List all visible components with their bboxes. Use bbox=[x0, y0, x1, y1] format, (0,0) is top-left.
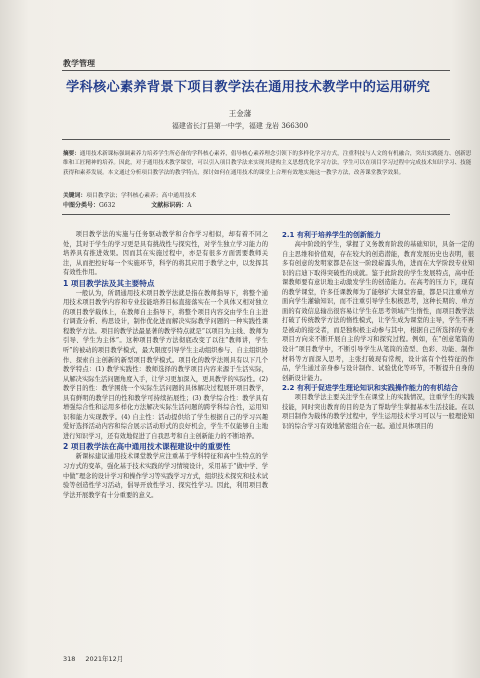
section-1-heading: 1 项目教学法及其主要特点 bbox=[63, 278, 155, 288]
abstract bbox=[63, 150, 473, 178]
section-1-paragraph: 一般认为，所谓通用技术项目教学法就是指在教师指导下，将整个通用技术项目教学内容和专业技能培养目标直接落实在一个具体又相对独立的项目教学载体上，在教师自主指导下，将整个项目内容交由学生自主进行调查分析、构思设计，制作优化进而解决实际教学问题的一种实践性课程教学方法。项目的教学法最显著的教学特点就是“以项目为主线、教师为引导、学生为主体”。这种项目教学方法彻底改变了以往“教师讲，学生听”的被动的项目教学模式，最大限度引导学生主动组织参与、自主组织协作、探索自主创新的新型项目教学模式。项目化的教学法则具有以下几个教学特点：(1) 教学实践性：教师选择的教学项目内容来源于生活实际，从解决实际生活问题角度入手，让学习更加深入，更具教学的实际性。(2) 教学目的性：教学围绕一个实际生活问题的具体解决过程展开项目教学，具有鲜明的教学目的性和教学可持续拓展性；(3) 教学综合性：教学具有增强综合性和运用多样化方法解决实际生活问题的跨学科综合性，运用知识和能力实现教学。(4) 自主性：活动提供给了学生根据自己的学习兴趣爱好选择活动内容和综合展示活动形式的良好机会，学生不仅能够自主地进行知识学习，还有效地促进了自我思考和自主创新能力的不断培养。 bbox=[63, 289, 268, 440]
abstract-top-rule bbox=[62, 139, 450, 140]
keywords-text: 项目教学法；学科核心素养；高中通用技术 bbox=[86, 193, 197, 199]
issue-date: 2021年12月 bbox=[85, 655, 124, 663]
page-footer bbox=[63, 654, 133, 663]
abstract-bottom-rule bbox=[62, 214, 450, 215]
classification bbox=[63, 200, 473, 209]
left-column bbox=[63, 230, 268, 500]
keywords-label: 关键词： bbox=[63, 193, 87, 199]
article-title: 学科核心素养背景下项目教学法在通用技术教学中的运用研究 bbox=[66, 80, 431, 95]
intro-paragraph: 项目教学法的实施与任务驱动教学和合作学习相似，却有着不同之处，其对于学生的学习更是具有挑战性与探究性，对学生独立学习能力的培养具有推进效果。因而其在实施过程中，亦是有很多方面需要教师关注，从而把控好每一个实施环节，科学的将其应用于教学之中，以发挥其有效性作用。 bbox=[63, 231, 268, 277]
section-2-1-paragraph: 高中阶段的学生，掌握了义务教育阶段的基础知识，具备一定的自主思维和价值观，存在较大的创造潜能，教育发展历史也表明，很多有创意的发明家都是在这一阶段崭露头角，进而在大学阶段专业知识的启迪下取得突破性的成就。鉴于此阶段的学生发展特点，高中任课教师要有意识地主动激发学生的创造能力。在高考的压力下，现有的教学课堂，许多任课教师为了能够扩大课堂容量，都是只注重单方面向学生灌输知识，而不注重引导学生积极思考，这种长期的、单方面的有效信息输出很容易让学生在思考领域产生惰性，而项目教学法打破了传统教学方法的惰性模式，让学生成为课堂的主导，学生不再是被动的接受者，而是独积极主动参与其中，根据自己所选择的专业项目方向来不断开展自主的学习和探究过程。例如，在“创意笔筒的设计”项目教学中，不断引导学生从笔筒的造型、色彩、功能、制作材料等方面深入思考，主张打破现有常规，设计富有个性特征的作品，学生通过亲身参与设计制作、试验优化等环节，不断提升自身的创新设计能力。 bbox=[282, 241, 474, 382]
right-column bbox=[282, 230, 474, 431]
doc-code-value: A bbox=[187, 202, 192, 209]
section-2-heading: 2 项目教学法在高中通用技术课程建设中的重要性 bbox=[63, 442, 231, 452]
section-2-paragraph-start: 新课标建议通用技术课堂教学应注重基于学科特征和高中生特点的学习方式的变革，强化基于技术实践的学习情境设计，采用基于“做中学、学中做”理念的设计学习和操作学习等实践学习方式，组织技术探究和技术试验等创造性学习活动，倡导开放性学习、探究性学习。因此，利用项目教学法开展教学有十分重要的意义。 bbox=[63, 453, 268, 499]
section-2-1-heading: 2.1 有利于培养学生的创新能力 bbox=[282, 231, 381, 239]
article-affiliation: 福建省长汀县第一中学，福建 龙岩 366300 bbox=[171, 122, 309, 130]
section-2-2-paragraph: 项目教学法主要关注学生在课堂上的实践情况，注重学生的实践技能，同时突出教育的目的是为了帮助学生掌握基本生活技能。在以项目制作为载体的教学过程中，学生运用技术学习可以与一般理论知识的综合学习有效地紧密组合在一起。通过具体项目的 bbox=[282, 394, 474, 430]
section-tag: 教学管理 bbox=[63, 59, 95, 68]
keywords bbox=[63, 190, 473, 199]
clc-label: 中图分类号： bbox=[63, 202, 100, 209]
page-number: 318 bbox=[63, 655, 76, 663]
article-author: 王金藩 bbox=[228, 109, 252, 118]
doc-code-label: 文献标识码： bbox=[151, 202, 188, 209]
abstract-text: 通用技术新课标强调素养力培养学生所必备的学科核心素养，倡导核心素养理念引领下的多样化学习方式，注重科技与人文的有机融合，突出实践能力、创新思维和工匠精神的培养。因此，对于通用技术教学课堂，可以引入项目教学法来实现其建构主义思想优化学习方法，学生可以在项目学习过程中完成技术知识学习、技能获得和素养发展。本文通过分析项目教学法的教学特点，探讨如何在通用技术的课堂上合理有效地实施这一教学方法，改善课堂教学效果。 bbox=[63, 151, 472, 176]
clc-value: G632 bbox=[99, 202, 116, 209]
header-rule bbox=[62, 70, 450, 71]
abstract-label: 摘要： bbox=[63, 151, 80, 157]
section-2-2-heading: 2.2 有利于促进学生理论知识和实践操作能力的有机结合 bbox=[282, 384, 458, 393]
